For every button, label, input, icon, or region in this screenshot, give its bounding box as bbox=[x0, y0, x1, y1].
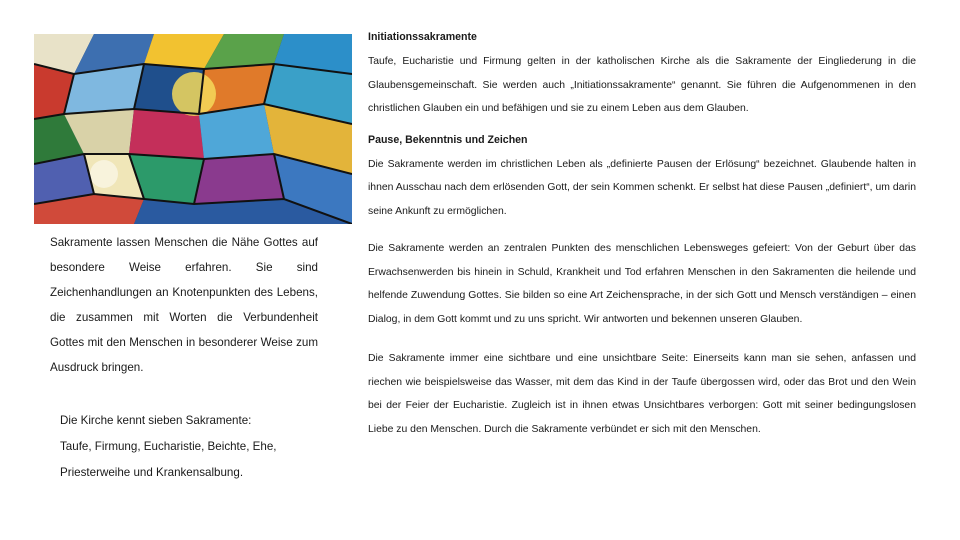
seven-sacraments-title: Die Kirche kennt sieben Sakramente: bbox=[60, 414, 252, 427]
section-initiation-title: Initiationssakramente bbox=[368, 31, 477, 43]
section-pause-body-3: Die Sakramente immer eine sichtbare und eine unsichtbare Seite: Einerseits kann man sie sehen, anfassen und riechen wie beispielsweise das Wasser, mit dem das Kind in der Taufe übergossen wird, oder das Brot und den Wein bei der Feier der Eucharistie. Zugleich ist in ihnen etwas Unsichtbares verborgen: Gott mit seiner bedingungslosen Liebe zu den Menschen. Durch die Sakramente verbündet er sich mit den Menschen. bbox=[368, 353, 916, 435]
section-pause-body-2: Die Sakramente werden an zentralen Punkten des menschlichen Lebensweges gefeiert: Von der Geburt über das Erwachsenwerden bis hinein in Schuld, Krankheit und Tod erfahren Menschen in den Sakramenten die heilende und helfende Zuwendung Gottes. Sie bilden so eine Art Zeichensprache, in der sich Gott und Mensch verständigen – einen Dialog, in dem Gott kommt und zu uns spricht. Wir antworten und bekennen unseren Glauben. bbox=[368, 243, 916, 325]
stained-glass-icon bbox=[34, 34, 352, 224]
section-pause-body-1: Die Sakramente werden im christlichen Leben als „definierte Pausen der Erlösung“ bezeichnet. Glaubende halten in ihnen Ausschau nach dem erlösenden Gott, der sein Kommen schenkt. Er selbst hat diese Pausen „definiert“, um darin seine Ankunft zu ermöglichen. bbox=[368, 158, 916, 217]
right-column bbox=[368, 28, 916, 441]
seven-sacraments-list-1: Taufe, Firmung, Eucharistie, Beichte, Ehe, bbox=[60, 440, 277, 453]
stained-glass-image bbox=[34, 34, 352, 224]
seven-sacraments-list-2: Priesterweihe und Krankensalbung. bbox=[60, 466, 244, 479]
section-pause-title: Pause, Bekenntnis und Zeichen bbox=[368, 133, 528, 146]
intro-text bbox=[50, 230, 318, 380]
section-initiation-body: Taufe, Eucharistie und Firmung gelten in der katholischen Kirche als die Sakramente der Eingliederung in die Glaubensgemeinschaft. Sie werden auch „Initiationssakramente“ genannt. Sie führen die Aufgenommenen in den christlichen Glauben ein und befähigen und sie zu einem Leben aus dem Glauben. bbox=[368, 56, 916, 114]
seven-sacraments bbox=[60, 408, 320, 486]
intro-paragraph: Sakramente lassen Menschen die Nähe Gottes auf besondere Weise erfahren. Sie sind Zeichenhandlungen an Knotenpunkten des Lebens, die zusammen mit Worten die Verbundenheit Gottes mit den Menschen in besonderer Weise zum Ausdruck bringen. bbox=[50, 236, 318, 374]
